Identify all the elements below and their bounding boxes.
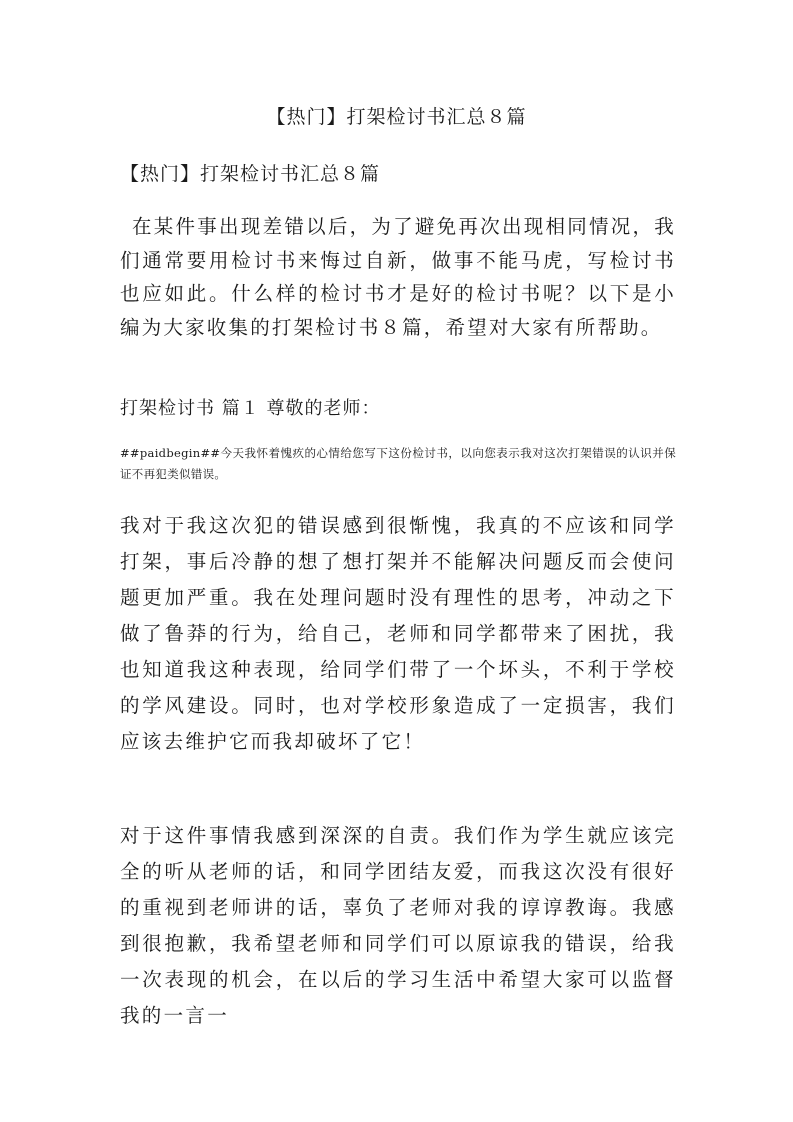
small-paragraph: ##paidbegin##今天我怀着愧疚的心情给您写下这份检讨书，以向您表示我对这次打架错误的认识并保证不再犯类似错误。 (120, 446, 676, 481)
body-paragraph-1: 我对于我这次犯的错误感到很惭愧，我真的不应该和同学打架，事后冷静的想了想打架并不能解决问题反而会使问题更加严重。我在处理问题时没有理性的思考，冲动之下做了鲁莽的行为，给自己，老师和同学都带来了困扰，我也知道我这种表现，给同学们带了一个坏头，不利于学校的学风建设。同时，也对学校形象造成了一定损害，我们应该去维护它而我却破坏了它！ (120, 514, 676, 753)
section-heading: 打架检讨书 篇１ 尊敬的老师： (120, 398, 381, 419)
body-paragraph-2: 对于这件事情我感到深深的自责。我们作为学生就应该完全的听从老师的话，和同学团结友爱，而我这次没有很好的重视到老师讲的话，辜负了老师对我的谆谆教诲。我感到很抱歉，我希望老师和同学们可以原谅我的错误，给我一次表现的机会，在以后的学习生活中希望大家可以监督我的一言一 (120, 824, 676, 1027)
intro-paragraph: 在某件事出现差错以后，为了避免再次出现相同情况，我们通常要用检讨书来悔过自新，做事不能马虎，写检讨书也应如此。什么样的检讨书才是好的检讨书呢？以下是小编为大家收集的打架检讨书８篇，希望对大家有所帮助。 (120, 215, 676, 339)
document-heading: 【热门】打架检讨书汇总８篇 (120, 163, 381, 185)
document-title: 【热门】打架检讨书汇总８篇 (266, 106, 527, 128)
